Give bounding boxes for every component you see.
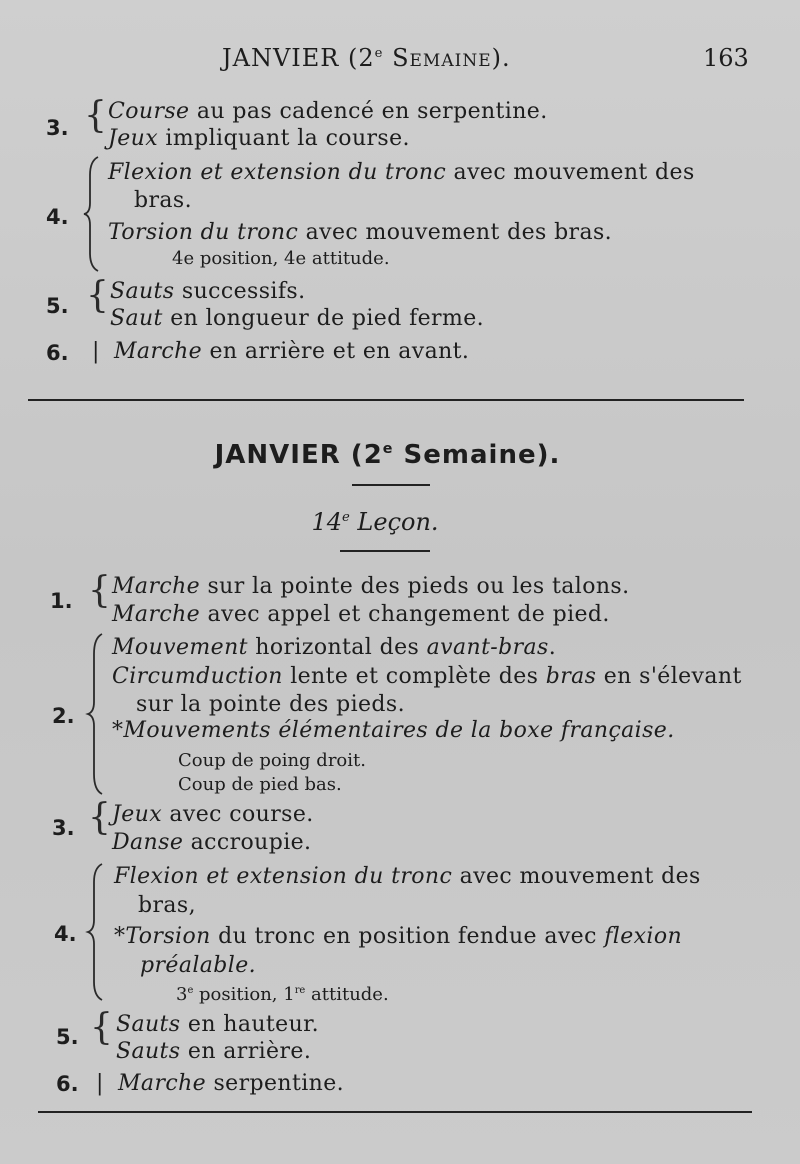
running-title-text: JANVIER (2 — [222, 44, 375, 72]
exercise-line — [112, 664, 742, 689]
exercise-name: Course — [108, 99, 190, 124]
exercise-term: flexion — [604, 924, 683, 949]
exercise-name: Mouvement — [112, 635, 248, 660]
exercise-name: Sauts — [116, 1012, 181, 1037]
exercise-line — [108, 99, 548, 124]
item-number: 3. — [46, 116, 69, 140]
exercise-line — [114, 864, 701, 889]
exercise-desc: avec mouvement des — [452, 864, 701, 889]
sub-exercise: Coup de poing droit. — [178, 750, 366, 771]
exercise-line — [134, 188, 192, 213]
exercise-name: Jeux — [112, 802, 163, 827]
exercise-name: Torsion du tronc — [108, 220, 299, 245]
item-number: 1. — [50, 589, 73, 613]
exercise-desc: avec course. — [162, 802, 314, 827]
section-divider — [28, 399, 744, 401]
exercise-desc: du tronc en position fendue avec — [210, 924, 605, 949]
running-title-sup: e — [374, 45, 384, 61]
note-part: attitude. — [305, 984, 389, 1005]
exercise-desc: avec mouvement des bras. — [298, 220, 613, 245]
exercise-desc: sur la pointe des pieds ou les talons. — [200, 574, 630, 599]
lesson-heading — [0, 508, 750, 536]
position-note: 4e position, 4e attitude. — [172, 248, 390, 269]
exercise-line — [110, 306, 484, 331]
exercise-desc: en hauteur. — [180, 1012, 320, 1037]
position-note — [176, 984, 389, 1005]
title-underline — [352, 484, 430, 486]
exercise-term: préalable. — [140, 953, 257, 978]
exercise-desc: en arrière et en avant. — [202, 339, 470, 364]
asterisk-marker: * — [114, 924, 126, 949]
brace-icon: { — [84, 95, 107, 136]
exercise-name: Marche — [112, 574, 201, 599]
space — [347, 864, 354, 889]
space — [384, 864, 391, 889]
exercise-line — [112, 602, 610, 627]
large-brace-icon — [88, 862, 108, 1002]
exercise-desc: au pas cadencé en serpentine. — [189, 99, 548, 124]
bar-divider: | — [96, 1071, 104, 1096]
page-number: 163 — [703, 44, 749, 72]
note-part: 3 — [176, 984, 188, 1005]
exercise-desc: lente et complète des — [282, 664, 546, 689]
brace-icon: { — [86, 275, 109, 316]
running-title-smallcaps: Semaine — [383, 44, 492, 72]
large-brace-icon — [84, 155, 104, 273]
exercise-desc: avec mouvement des — [446, 160, 695, 185]
item-number: 3. — [52, 816, 75, 840]
section-title-text: JANVIER (2 — [214, 440, 383, 470]
lesson-word: Leçon. — [349, 508, 439, 536]
running-title-end: ). — [491, 44, 511, 72]
exercise-line — [108, 126, 410, 151]
exercise-line — [114, 924, 682, 949]
item-number: 6. — [46, 341, 69, 365]
exercise-name: Marche — [112, 602, 201, 627]
exercise-desc: en s'élevant — [596, 664, 742, 689]
exercise-name: Saut — [110, 306, 163, 331]
exercise-name: Marche — [118, 1071, 207, 1096]
exercise-term: bras — [545, 664, 597, 689]
exercise-desc: bras. — [134, 188, 192, 213]
item-number: 4. — [46, 205, 69, 229]
item-number: 6. — [56, 1072, 79, 1096]
sub-exercise: Coup de pied bas. — [178, 774, 342, 795]
exercise-desc: successifs. — [174, 279, 306, 304]
exercise-line — [110, 279, 305, 304]
exercise-name: Danse — [112, 830, 184, 855]
exercise-line — [108, 160, 695, 185]
exercise-name: du — [354, 864, 384, 889]
note-sup: re — [294, 985, 306, 997]
exercise-desc: horizontal des — [247, 635, 427, 660]
exercise-desc: en arrière. — [180, 1039, 312, 1064]
exercise-desc: en longueur de pied ferme. — [162, 306, 485, 331]
lesson-underline — [340, 550, 430, 552]
bottom-rule — [38, 1111, 752, 1113]
running-title — [222, 44, 511, 72]
exercise-line — [116, 1012, 319, 1037]
exercise-line — [112, 718, 675, 743]
exercise-name: Sauts — [110, 279, 175, 304]
exercise-line — [114, 339, 469, 364]
exercise-name: Flexion et extension du tronc — [108, 160, 447, 185]
exercise-desc: accroupie. — [183, 830, 312, 855]
item-number: 5. — [56, 1025, 79, 1049]
exercise-name: Marche — [114, 339, 203, 364]
lesson-number-sup: e — [341, 509, 350, 525]
exercise-line — [112, 830, 311, 855]
exercise-term: avant-bras — [426, 635, 549, 660]
lesson-number: 14 — [311, 508, 342, 536]
exercise-name: Torsion — [125, 924, 211, 949]
note-sup: e — [187, 985, 194, 997]
exercise-desc: serpentine. — [206, 1071, 345, 1096]
asterisk-marker: * — [112, 718, 124, 743]
exercise-line — [112, 574, 630, 599]
exercise-name: Flexion et extension — [114, 864, 348, 889]
exercise-name: Jeux — [108, 126, 159, 151]
item-number: 4. — [54, 922, 77, 946]
exercise-line — [112, 635, 556, 660]
exercise-line: bras, — [138, 893, 196, 918]
exercise-line — [116, 1039, 311, 1064]
exercise-desc: avec appel et changement de pied. — [200, 602, 610, 627]
brace-icon: { — [88, 570, 111, 611]
section-title-sup: e — [382, 441, 394, 457]
exercise-desc: impliquant la course. — [158, 126, 410, 151]
large-brace-icon — [88, 632, 108, 796]
exercise-line: sur la pointe des pieds. — [136, 692, 405, 717]
exercise-name: Circumduction — [112, 664, 283, 689]
exercise-line — [108, 220, 612, 245]
exercise-name: Mouvements élémentaires de la boxe française. — [123, 718, 675, 743]
exercise-name: Sauts — [116, 1039, 181, 1064]
exercise-desc: . — [548, 635, 557, 660]
exercise-line — [112, 802, 314, 827]
note-part: position, 1 — [193, 984, 295, 1005]
brace-icon: { — [90, 1007, 113, 1048]
section-title-end: Semaine). — [393, 440, 561, 470]
section-title — [0, 440, 775, 470]
brace-icon: { — [88, 797, 111, 838]
item-number: 5. — [46, 294, 69, 318]
bar-divider: | — [92, 339, 100, 364]
exercise-line — [140, 953, 256, 978]
exercise-line — [118, 1071, 344, 1096]
item-number: 2. — [52, 704, 75, 728]
exercise-name: tronc — [391, 864, 453, 889]
